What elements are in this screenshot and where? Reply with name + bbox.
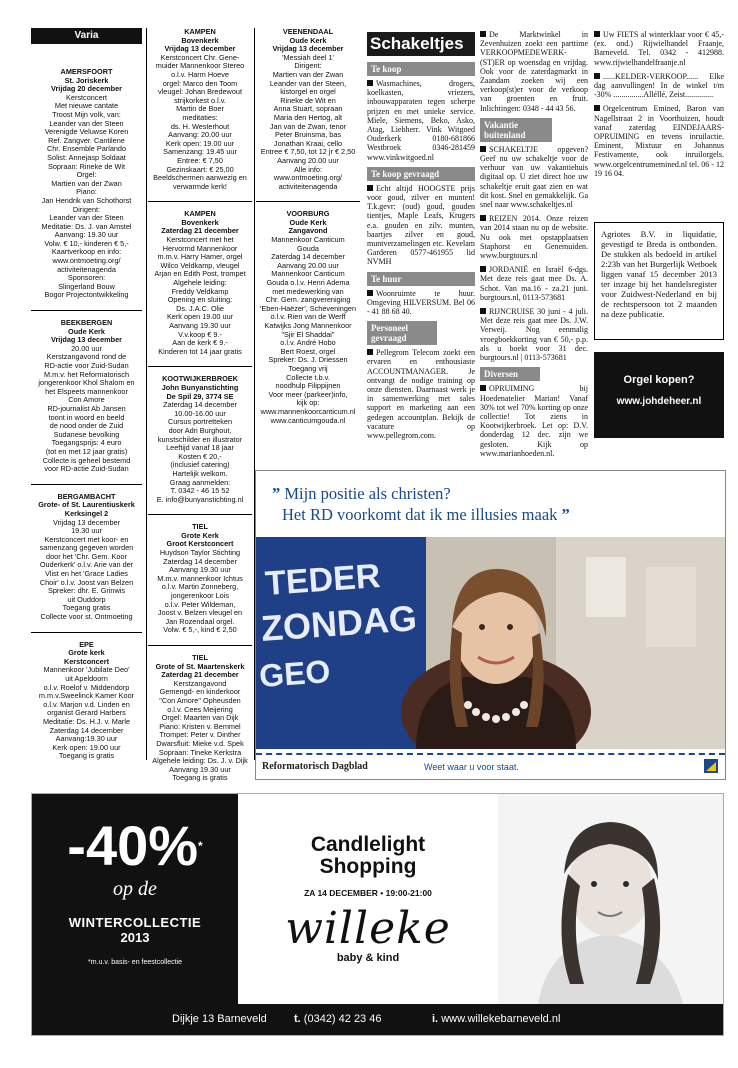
- event-line: Anna Stuart, sopraan: [273, 104, 343, 114]
- event-line: het Elspeets mannenkoor: [45, 386, 128, 396]
- section-te-koop: Te koop: [367, 62, 475, 76]
- event-line: Oude Kerk: [289, 217, 327, 227]
- event-line: Aanvang:19.30 uur: [55, 734, 118, 744]
- event-line: St. Joriskerk: [64, 75, 109, 85]
- orgel-ad[interactable]: [594, 352, 724, 438]
- event-line: Met nieuwe cantate: [54, 101, 119, 111]
- event-line: o.l.v. Marjon v.d. Linden en: [43, 699, 130, 709]
- event-listing: [31, 310, 142, 474]
- event-line: John Bunyanstichting: [161, 382, 239, 392]
- event-line: Volw. € 10,- kinderen € 5,-: [44, 238, 129, 248]
- event-listing: [31, 68, 142, 300]
- schakeltjes-column-3: [594, 30, 724, 183]
- event-line: Alle info:: [294, 164, 322, 174]
- event-city: VEENENDAAL: [282, 27, 334, 36]
- event-line: Mannenkoor Canticum: [271, 269, 345, 279]
- event-line: strijkorkest o.l.v.: [174, 95, 226, 105]
- section-te-huur: Te huur: [367, 272, 475, 286]
- ad-personeel: Pellegrom Telecom zoekt een ervaren en enthousiaste ACCOUNTMANAGER. Je ontvangt de nodige training op onze diensten. Daarnaast werk je in samenwerking met sales support en marketing aan een gedegen accountplan. Bekijk de vacature op www.pellegrom.com.: [367, 348, 475, 441]
- varia-column-3: [256, 28, 360, 435]
- event-line: orgel: Marco den Toom: [162, 78, 238, 88]
- event-line: de nood onder de Zuid: [49, 421, 124, 431]
- event-line: Orgel: Maarten van Dijk: [161, 713, 239, 723]
- section-vakantie: Vakantie buitenland: [480, 118, 552, 142]
- event-line: samenzang gegeven worden: [39, 543, 134, 553]
- event-line: RD-journalist Ab Jansen: [47, 403, 126, 413]
- event-line: Gouda o.l.v. Henri Adema: [266, 278, 350, 288]
- event-line: E. info@bunyanstichting.nl: [156, 494, 244, 504]
- willeke-collection: WINTERCOLLECTIE: [68, 915, 202, 930]
- event-line: Sponsoren:: [67, 273, 106, 283]
- event-line: Maria den Hertog, alt: [273, 112, 343, 122]
- event-line: Huydson Taylor Stichting: [159, 548, 241, 558]
- event-listing: [256, 28, 360, 191]
- event-line: RD-actie voor Zuid-Sudan: [44, 361, 129, 370]
- event-line: Zaterdag 14 december: [163, 400, 237, 410]
- event-line: Jan van de Zwan, tenor: [269, 121, 347, 131]
- event-line: V.v.koop € 9.-: [178, 329, 222, 339]
- event-line: (inclusief catering): [170, 460, 230, 470]
- event-line: Algehele leiding:: [173, 278, 227, 288]
- event-line: Kerksingel 2: [64, 508, 109, 518]
- event-line: Bovenkerk: [181, 217, 219, 227]
- event-line: Piano: Kristen v. Bemmel: [159, 721, 241, 731]
- event-line: M.m.v. mannenkoor Ichtus: [157, 573, 243, 583]
- event-line: Mannenkoor Canticum: [271, 235, 345, 245]
- event-line: www.canticumgouda.nl: [270, 415, 346, 425]
- event-line: voor RD-actie Zuid-Sudan: [44, 464, 129, 474]
- willeke-title-2: Shopping: [319, 855, 417, 878]
- ad-te-koop-gevraagd: Echt altijd HOOGSTE prijs voor goud, zilver en munten! T.k.gevr: (oud) goud, gouden tientjes, Maple Leafs, Krugers e.a. gouden en zilv. munten, baartjes zilver en goud, muntverzamelingen etc. Kevelam Garderen 0577-461955 lid NVMH: [367, 183, 475, 267]
- rd-sign-text-3: GEO: [257, 653, 332, 694]
- event-line: Choir' o.l.v. Joost van Belzen: [39, 577, 134, 587]
- ad-kelder-verkoop: ......KELDER-VERKOOP...... Elke dag aanvullingen! In de winkel t/m -30% ...............Alléllé, Zeist..............: [594, 71, 724, 100]
- varia-column-2: [148, 28, 252, 793]
- event-line: Kosten € 20,-: [178, 451, 222, 461]
- rd-advertisement[interactable]: [255, 470, 726, 780]
- rd-footer: [256, 753, 725, 779]
- event-listing: [148, 366, 252, 504]
- event-line: o.l.v. Martin Zonneberg,: [161, 582, 239, 592]
- event-line: Kerstzangavond: [173, 678, 227, 688]
- event-city: BERGAMBACHT: [57, 491, 116, 501]
- event-line: Dirigent:: [72, 204, 101, 214]
- event-line: Joost v. Belzen vleugel en: [157, 608, 243, 618]
- event-line: jongerenkoor Khol Shalom en: [38, 378, 135, 388]
- event-line: Peter Bruinsma, bas: [274, 130, 342, 140]
- event-line: www.ontmoeting.org/: [52, 256, 121, 266]
- event-line: o.l.v. Peter Wildeman,: [164, 599, 236, 609]
- section-personeel: Personeel gevraagd: [367, 321, 437, 345]
- event-line: vleugel: Johan Bredewout: [158, 87, 242, 97]
- event-line: o.l.v. Harm Hoeve: [171, 69, 229, 79]
- event-line: Volw. € 5,-, kind € 2,50: [163, 625, 237, 635]
- event-line: Oude Kerk: [68, 326, 105, 336]
- ad-te-huur: Woonruimte te huur. Omgeving HILVERSUM. Bel 06 - 41 88 68 40.: [367, 288, 475, 317]
- event-line: Leeftijd vanaf 18 jaar: [166, 443, 234, 453]
- rd-brand: Reformatorisch Dagblad: [262, 761, 368, 772]
- ad-reizen-2014: REIZEN 2014. Onze reizen van 2014 staan nu op de website. Nu ook met opstapplaatsen Staphorst en Genemuiden. www.burgtours.nl: [480, 214, 588, 261]
- event-listing: [148, 201, 252, 356]
- event-line: Grote- of St. Laurentiuskerk: [38, 500, 135, 510]
- event-line: Martin de Boer: [176, 104, 224, 114]
- event-city: TIEL: [192, 653, 208, 662]
- event-line: Hervormd Mannenkoor: [162, 243, 238, 253]
- event-line: Aanvang 19.30 uur: [169, 321, 231, 330]
- event-listing: [31, 484, 142, 622]
- event-line: Zangavond: [288, 226, 328, 236]
- event-line: activiteitenagenda: [278, 181, 338, 191]
- ad-fiets: Uw FIETS al winterklaar voor € 45,- (ex. ond.) Rijwielhandel Fraanje, Barneveld. Tel. 0342 - 412988. www.rijwielhandelfraanje.nl: [594, 30, 724, 67]
- event-city: KOOTWIJKERBROEK: [162, 374, 238, 384]
- event-line: Ds. J.A.C. Olie: [176, 303, 224, 313]
- event-line: Katwijks Jong Mannenkoor: [264, 321, 352, 330]
- event-line: Kerstconcert met koor- en: [44, 534, 129, 544]
- varia-column-1: [31, 68, 142, 771]
- event-line: Vrijdag 13 december: [272, 44, 344, 54]
- event-line: Bogor Projectontwikkeling: [44, 290, 129, 300]
- event-line: Aanvang 20.00 uur: [277, 260, 339, 270]
- event-line: 'Eben-Haëzer', Scheveningen: [259, 303, 357, 313]
- event-line: Leander van der Steen: [49, 118, 124, 128]
- event-line: Dwarsfluit: Mieke v.d. Spek: [156, 738, 244, 748]
- event-line: "Con Amore" Opheusden: [159, 695, 241, 705]
- event-city: KAMPEN: [184, 27, 216, 36]
- event-line: "Sjir El Shaddai": [281, 329, 335, 339]
- event-line: Hartelijk welkom.: [172, 468, 228, 478]
- event-line: Collecte voor st. Ontmoeting: [40, 612, 133, 622]
- event-line: Zaterdag 14 december: [163, 556, 237, 566]
- event-line: T. 0342 - 46 15 52: [170, 486, 230, 496]
- rd-sign-text-1: TEDER: [263, 557, 382, 603]
- rd-quote: ” Mijn positie als christen? Het RD voorkomt dat ik me illusies maak ”: [272, 484, 570, 524]
- event-line: Aanvang 19.30 uur: [169, 764, 231, 774]
- event-line: Entree € 7,50, tot 12 jr € 2,50: [260, 147, 356, 157]
- event-line: 'Messiah deel 1': [282, 52, 334, 62]
- event-line: Toegang gratis: [62, 603, 111, 613]
- ad-te-koop: Wasmachines, drogers, koelkasten, vriezers, inbouwapparaten tegen scherpe prijzen en met unieke service. Miele, Siemens, Beko, Asko, Atag, Liebherr. Vink Witgoed Ouderkerk 0180-681866 Westbroek 0346-281459 www.vinkwitgoed.nl: [367, 79, 475, 162]
- event-line: Opening en sluiting:: [167, 295, 233, 305]
- varia-header: Varia: [31, 28, 142, 44]
- ad-diversen: OPRUIMING bij Hoedenatelier Marian! Vanaf 30% tot wel 70% korting op onze collectie! Tot ziens in Kootwijkerbroek. Let op: D.V. donderdag 12 dec. zijn we gesloten. Kijk op www.marianhoeden.nl.: [480, 384, 588, 458]
- event-city: TIEL: [192, 522, 208, 532]
- willeke-phone[interactable]: (0342) 42 23 46: [303, 1013, 382, 1025]
- event-line: o.l.v. Rien van de Werff: [270, 312, 346, 322]
- event-line: Kerstconcert met het: [166, 235, 234, 245]
- section-te-koop-gevraagd: Te koop gevraagd: [367, 167, 475, 181]
- rd-logo-icon: [703, 758, 719, 774]
- event-line: 19.30 uur: [71, 526, 102, 536]
- event-line: 10.00-16.00 uur: [174, 408, 226, 418]
- event-line: Martien van der Zwan: [272, 69, 344, 79]
- ad-rijncruise: RIJNCRUISE 30 juni - 4 juli. Met deze reis gaat mee Ds. J.W. Verweij. Nog eenmalig vroegboekkorting van € 50,- p.p. als u boekt voor 31 dec. burgtours.nl | 0113-573681: [480, 307, 588, 363]
- event-line: Aanvang: 19.30 uur: [54, 230, 119, 240]
- event-line: Cursus portretteken: [167, 417, 233, 427]
- event-line: Kinderen tot 14 jaar gratis: [158, 346, 242, 356]
- event-line: Jonathan Kraai, cello: [273, 138, 343, 148]
- event-line: Aanvang: 20.00 uur: [168, 130, 232, 140]
- event-line: Beeldschermen aanwezig en: [153, 173, 247, 183]
- event-listing: [256, 201, 360, 425]
- event-line: Solist: Annejasp Soldaat: [47, 152, 126, 162]
- event-line: Bert Roest, orgel: [280, 346, 336, 356]
- event-line: Ouderkerk' o.l.v. Arie van der: [39, 560, 134, 570]
- event-line: m.m.v. Harry Hamer, orgel: [157, 252, 243, 262]
- event-line: Sudanese bevolking: [53, 429, 120, 439]
- event-line: Toegang vrij: [288, 363, 328, 373]
- event-line: Kerstzangavond rond de: [46, 352, 127, 362]
- event-line: Leander van der Steen,: [269, 78, 347, 88]
- event-line: Toegang is gratis: [58, 751, 115, 761]
- event-line: uit Ouddorp: [67, 594, 106, 604]
- event-line: (tot en met 12 jaar gratis): [45, 446, 128, 456]
- event-line: Zaterdag 21 december: [161, 670, 239, 680]
- willeke-logo: willeke: [285, 903, 451, 954]
- event-city: KAMPEN: [184, 209, 216, 219]
- event-line: Kerk open: 19.00 uur: [52, 742, 121, 752]
- event-line: o.l.v. Roelof v. Middendorp: [43, 682, 130, 692]
- event-listing: [148, 28, 252, 191]
- event-line: toont in woord en beeld: [48, 412, 125, 422]
- event-line: noodhulp Filippijnen: [275, 381, 341, 391]
- event-line: Rineke de Wit en: [280, 95, 336, 105]
- event-line: Zaterdag 21 december: [161, 226, 239, 236]
- event-line: Grote Kerk: [181, 530, 219, 540]
- rd-sign-text-2: ZONDAG: [259, 597, 419, 649]
- event-line: Grote of St. Maartenskerk: [155, 661, 245, 671]
- event-line: kunstschilder en illustrator: [157, 434, 243, 444]
- ad-jordanie: JORDANIË en Israël 6-dgs. Met deze reis gaat mee Ds. A. Schot. Van ma.16 - za.21 juni. burgtours.nl, 0113-573681: [480, 265, 588, 302]
- event-line: Kerstconcert: [63, 656, 109, 666]
- event-line: Chr. Ensemble Parlando: [46, 144, 127, 154]
- event-line: 20.00 uur: [71, 343, 102, 353]
- event-line: Vrijdag 13 december: [52, 517, 121, 527]
- event-line: o.l.v. Cees Meijering: [167, 704, 233, 714]
- event-line: Leander van der Steen: [49, 213, 124, 223]
- event-line: Kaartverkoop en info:: [51, 247, 122, 257]
- column-divider: [146, 28, 147, 760]
- schakeltjes-header: Schakeltjes: [367, 32, 475, 56]
- event-line: Kerstconcert: [66, 92, 107, 102]
- event-city: AMERSFOORT: [60, 67, 113, 76]
- event-line: Entree: € 7,50: [177, 155, 223, 165]
- event-line: www.mannenkoorcanticum.nl: [260, 406, 356, 416]
- event-line: Bovenkerk: [181, 35, 219, 45]
- orgel-ad-title: Orgel kopen?: [623, 374, 695, 386]
- event-line: uit Apeldoorn: [65, 674, 108, 683]
- event-line: Chr. Gem. zangvereniging: [265, 295, 351, 305]
- event-line: M.m.v. het Reformatorisch: [43, 369, 129, 379]
- rd-photo: [256, 537, 725, 749]
- willeke-footnote: *m.u.v. basis- en feestcollectie: [87, 959, 183, 966]
- event-line: Toegangsprijs: 4 euro: [51, 438, 122, 448]
- event-line: Con Amore: [68, 395, 105, 405]
- event-line: Grote kerk: [68, 648, 105, 658]
- event-line: www.ontmoeting.org/: [273, 173, 343, 183]
- willeke-op-de: op de: [113, 878, 157, 900]
- event-line: Groot Kerstconcert: [166, 539, 234, 549]
- willeke-event-panel: [238, 794, 498, 1004]
- event-city: EPE: [79, 639, 94, 649]
- event-line: verwarmde kerk!: [173, 181, 227, 191]
- event-line: Kerk open 19.00 uur: [166, 312, 234, 322]
- event-line: Sopraan: Rineke de Wit: [47, 161, 126, 171]
- event-line: Toegang is gratis: [172, 773, 228, 783]
- event-city: VOORBURG: [286, 209, 330, 219]
- event-line: kijk op:: [296, 398, 320, 408]
- event-line: o.l.v. André Hobo: [280, 338, 336, 348]
- event-line: Martien van der Zwan: [51, 178, 122, 188]
- event-line: met medewerking van: [272, 286, 344, 296]
- event-line: Gemengd- en kinderkoor: [159, 687, 241, 697]
- rd-quote-line-2: Het RD voorkomt dat ik me illusies maak: [282, 505, 558, 524]
- willeke-promo-panel: [32, 794, 238, 1004]
- event-line: Meditatie: Ds. J. van Amstel: [41, 221, 132, 231]
- willeke-date: ZA 14 DECEMBER • 19:00-21:00: [304, 888, 432, 898]
- event-line: Sopraan: Tineke Kerkstra: [158, 747, 242, 757]
- event-line: door het 'Chr. Gem. Koor: [46, 551, 127, 561]
- event-line: Trompet: Peter v. Dinther: [159, 730, 241, 740]
- event-line: Collecte t.b.v.: [286, 372, 330, 382]
- event-line: Algehele leiding: Ds. J. v. Dijk: [152, 756, 248, 766]
- rd-photo-scene: [256, 537, 725, 749]
- willeke-website[interactable]: www.willekebarneveld.nl: [441, 1013, 561, 1025]
- event-line: Gezinskaart: € 25,00: [166, 164, 234, 174]
- event-line: Collecte is geheel bestemd: [42, 455, 131, 465]
- event-line: Vlist en het 'Grace Ladies: [45, 569, 128, 579]
- event-line: Spreker: dhr. E. Grinwis: [47, 586, 126, 596]
- willeke-phone-label: t.: [294, 1013, 301, 1025]
- willeke-footer-bar: [32, 1004, 723, 1035]
- event-line: Zaterdag 14 december: [271, 252, 345, 262]
- event-line: organist Gerard Harbers: [47, 708, 126, 718]
- event-line: Slingerland Bouw: [58, 281, 115, 291]
- section-diversen: Diversen: [480, 367, 540, 381]
- event-line: Kerstconcert Chr. Gene-: [160, 52, 240, 62]
- event-city: BEEKBERGEN: [60, 318, 113, 328]
- event-line: meditaties:: [182, 112, 218, 122]
- event-listing: [31, 632, 142, 761]
- event-line: Voor meer (parkeer)info,: [268, 389, 348, 399]
- event-line: Kerk open: 19.00 uur: [165, 138, 235, 148]
- event-line: Arjan en Edith Post, trompet: [154, 269, 246, 279]
- willeke-advertisement[interactable]: [31, 793, 724, 1036]
- event-line: Mannenkoor 'Jubilate Deo': [43, 665, 130, 675]
- event-line: door Adri Burghout,: [168, 425, 232, 435]
- willeke-title-1: Candlelight: [310, 833, 426, 856]
- ad-marktwinkel: De Marktwinkel in Zevenhuizen zoekt een parttime VERKOOPMEDEWERK-(ST)ER op woensdag en vrijdag. Ook voor de zaterdagmarkt in Zaandam zoeken wij een verkoop(st)er voor de verkoop van groenten en fruit. Inlichtingen: 0348 - 44 43 56.: [480, 30, 588, 113]
- event-line: Verenigde Veluwse Koren: [44, 127, 129, 137]
- event-line: Troost Mijn volk, van:: [52, 109, 121, 119]
- rd-slogan: Weet waar u voor staat.: [424, 762, 519, 772]
- event-listing: [148, 514, 252, 635]
- event-line: Jan Hendrik van Schothorst: [41, 195, 132, 205]
- event-line: m.m.v.Sweelinck Kamer Koor: [38, 691, 135, 701]
- event-line: De Spil 29, 3774 SE: [166, 391, 234, 401]
- ad-orgelcentrum: Orgelcentrum Emined, Baron van Nagellstraat 2 in Voorthuizen, houdt vanaf zaterdag EINDEJAARS-OPRUIMING en tevens inruilactie. Eminent, Mixtuur en Johannus Festivamente, ook inruilorgels. www.orgelcentrumemined.nl tel. 06 - 12 19 16 04.: [594, 104, 724, 178]
- event-line: Spreker: Ds. J. Driessen: [268, 355, 348, 365]
- event-line: Oude Kerk: [289, 35, 327, 45]
- event-listing: [148, 645, 252, 783]
- event-line: Wilco Veldkamp, vleugel: [160, 260, 240, 270]
- event-line: ds. H. Westerhout: [170, 121, 230, 131]
- event-line: Freddy Veldkamp: [171, 286, 229, 296]
- event-line: Jan Rozendaal orgel.: [165, 616, 235, 626]
- willeke-child-photo: [498, 794, 723, 1004]
- willeke-year: 2013: [120, 930, 150, 945]
- willeke-sub: baby & kind: [336, 952, 400, 964]
- event-line: Meditatie: Ds. H.J. v. Marle: [42, 716, 131, 726]
- ad-vakantie: SCHAKELTJE opgeven? Geef nu uw schakeltje voor de verhuur van uw vakantiehuis digitaal op. U ziet direct hoe uw schakeltje eruit gaat zien en wat dit kost. Snel en gemakkelijk. Ga snel naar www.schakeltjes.nl: [480, 144, 588, 210]
- event-line: jongerenkoor Lois: [170, 591, 229, 601]
- event-line: kistorgel en orgel: [280, 87, 336, 97]
- legal-notice: [594, 222, 724, 340]
- schakeltjes-column-2: [480, 30, 588, 463]
- schakeltjes-column-1: [367, 60, 475, 445]
- event-line: Zaterdag 14 december: [49, 725, 124, 735]
- event-line: Vrijdag 13 december: [51, 335, 122, 345]
- willeke-discount: -40%: [67, 814, 199, 877]
- event-line: Gouda: [297, 243, 319, 253]
- event-line: Samenzang: 19.45 uur: [163, 147, 237, 157]
- event-line: Aan de kerk € 9.-: [172, 338, 228, 348]
- event-line: Piano:: [76, 187, 97, 197]
- event-line: Dirigent:: [294, 61, 322, 71]
- event-line: Ref. Zangver. Cantilene: [48, 135, 125, 145]
- willeke-discount-asterisk: *: [198, 839, 203, 853]
- event-line: Vrijdag 13 december: [164, 44, 236, 54]
- rd-quote-line-1: Mijn positie als christen?: [284, 484, 451, 503]
- event-line: Aanvang 20.00 uur: [277, 155, 339, 165]
- event-line: Aanvang 19.30 uur: [169, 565, 231, 575]
- willeke-web-label: i.: [432, 1013, 439, 1025]
- event-line: muider Mannenkoor Stereo: [155, 61, 245, 71]
- event-line: Orgel:: [76, 170, 97, 180]
- event-line: Vrijdag 20 december: [51, 84, 122, 94]
- event-line: activiteitenagenda: [57, 264, 116, 274]
- event-line: Graag aanmelden:: [169, 477, 231, 487]
- orgel-ad-url[interactable]: www.johdeheer.nl: [616, 396, 702, 407]
- willeke-address: Dijkje 13 Barneveld: [172, 1013, 267, 1025]
- legal-notice-text: Agriotes B.V. in liquidatie, gevestigd te Breda is ontbonden. De stukken als bedoeld in artikel 2:23b van het Burgerlijk Wetboek liggen vanaf 15 december 2013 ter inzage bij het handelsregister voor Zuidwest-Nederland en bij de rechtspersoon tot 2 maanden na deze publicatie.: [601, 229, 717, 319]
